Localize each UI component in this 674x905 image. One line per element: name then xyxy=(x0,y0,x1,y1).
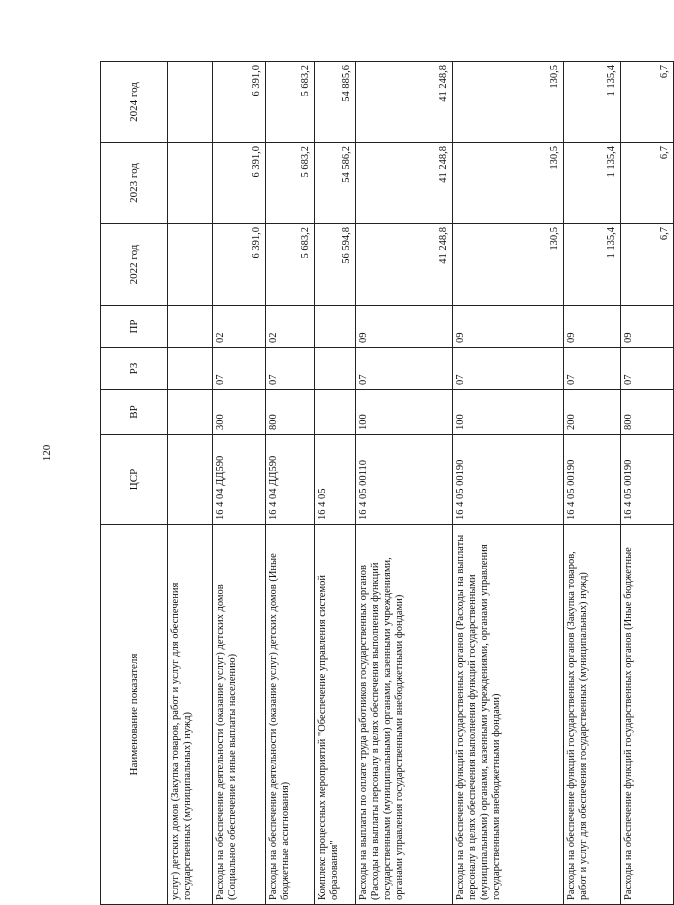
cell-vr: 800 xyxy=(621,390,674,435)
cell-csr: 16 4 05 00190 xyxy=(453,435,564,525)
cell-2023: 54 586,2 xyxy=(315,143,356,224)
cell-2023: 6,7 xyxy=(621,143,674,224)
cell-vr xyxy=(168,390,213,435)
cell-name: Комплекс процессных мероприятий "Обеспечение управления системой образования" xyxy=(315,525,356,905)
cell-pr: 02 xyxy=(213,306,266,348)
cell-csr: 16 4 04 ДД590 xyxy=(213,435,266,525)
cell-vr: 100 xyxy=(453,390,564,435)
cell-csr xyxy=(168,435,213,525)
cell-2023: 5 683,2 xyxy=(266,143,315,224)
cell-vr: 300 xyxy=(213,390,266,435)
cell-2023: 130,5 xyxy=(453,143,564,224)
cell-2022: 5 683,2 xyxy=(266,224,315,306)
rotated-table-wrapper xyxy=(100,62,670,905)
cell-pr: 02 xyxy=(266,306,315,348)
header-year-2023: 2023 год xyxy=(101,143,168,224)
cell-name: Расходы на обеспечение деятельности (оказание услуг) детских домов (Социальное обеспечение и иные выплаты населению) xyxy=(213,525,266,905)
cell-2024: 54 885,6 xyxy=(315,62,356,143)
header-rz: РЗ xyxy=(101,348,168,390)
header-year-2024: 2024 год xyxy=(101,62,168,143)
cell-csr: 16 4 05 00190 xyxy=(564,435,621,525)
cell-rz xyxy=(168,348,213,390)
cell-2024: 5 683,2 xyxy=(266,62,315,143)
header-pr: ПР xyxy=(101,306,168,348)
document-sheet xyxy=(100,62,670,905)
header-year-2022: 2022 год xyxy=(101,224,168,306)
cell-2022: 6,7 xyxy=(621,224,674,306)
cell-vr: 200 xyxy=(564,390,621,435)
table-row xyxy=(213,62,266,905)
cell-rz: 07 xyxy=(356,348,453,390)
table-row xyxy=(315,62,356,905)
cell-2024: 41 248,8 xyxy=(356,62,453,143)
cell-csr: 16 4 05 00110 xyxy=(356,435,453,525)
cell-rz: 07 xyxy=(453,348,564,390)
cell-csr: 16 4 04 ДД590 xyxy=(266,435,315,525)
cell-csr: 16 4 05 xyxy=(315,435,356,525)
cell-name: Расходы на выплаты по оплате труда работников государственных органов (Расходы на выплаты персоналу в целях обеспечения выполнения функций государственными (муниципальными) органами, казенными учреждениями, органами управления государственными внебюджетными фондами) xyxy=(356,525,453,905)
cell-2022 xyxy=(168,224,213,306)
cell-csr: 16 4 05 00190 xyxy=(621,435,674,525)
cell-2024: 1 135,4 xyxy=(564,62,621,143)
header-vr: ВР xyxy=(101,390,168,435)
table-row xyxy=(453,62,564,905)
cell-vr: 100 xyxy=(356,390,453,435)
cell-2023 xyxy=(168,143,213,224)
cell-2022: 130,5 xyxy=(453,224,564,306)
header-csr: ЦСР xyxy=(101,435,168,525)
cell-rz: 07 xyxy=(621,348,674,390)
cell-pr: 09 xyxy=(564,306,621,348)
header-indicator-name: Наименование показателя xyxy=(101,525,168,905)
cell-name: Расходы на обеспечение деятельности (оказание услуг) детских домов (Иные бюджетные ассигнования) xyxy=(266,525,315,905)
cell-2023: 1 135,4 xyxy=(564,143,621,224)
cell-name: Расходы на обеспечение функций государственных органов (Расходы на выплаты персоналу в целях обеспечения выполнения функций государственными (муниципальными) органами, казенными учреждениями, органами управления государственными внебюджетными фондами) xyxy=(453,525,564,905)
cell-vr: 800 xyxy=(266,390,315,435)
cell-2024 xyxy=(168,62,213,143)
table-row xyxy=(621,62,674,905)
cell-2023: 6 391,0 xyxy=(213,143,266,224)
cell-rz: 07 xyxy=(266,348,315,390)
cell-vr xyxy=(315,390,356,435)
cell-pr: 09 xyxy=(621,306,674,348)
cell-2024: 6,7 xyxy=(621,62,674,143)
cell-pr: 09 xyxy=(356,306,453,348)
cell-rz xyxy=(315,348,356,390)
table-row xyxy=(266,62,315,905)
cell-2023: 41 248,8 xyxy=(356,143,453,224)
table-row xyxy=(564,62,621,905)
cell-name: Расходы на обеспечение функций государственных органов (Закупка товаров, работ и услуг для обеспечения государственных (муниципальных) нужд) xyxy=(564,525,621,905)
page-number: 120 xyxy=(41,444,53,462)
cell-pr xyxy=(315,306,356,348)
cell-name: Расходы на обеспечение функций государственных органов (Иные бюджетные xyxy=(621,525,674,905)
cell-rz: 07 xyxy=(213,348,266,390)
cell-2024: 6 391,0 xyxy=(213,62,266,143)
cell-2024: 130,5 xyxy=(453,62,564,143)
cell-name: услуг) детских домов (Закупка товаров, работ и услуг для обеспечения государственных (муниципальных) нужд) xyxy=(168,525,213,905)
cell-2022: 56 594,8 xyxy=(315,224,356,306)
table-row xyxy=(356,62,453,905)
cell-2022: 6 391,0 xyxy=(213,224,266,306)
table-header-row xyxy=(101,62,168,905)
table-row xyxy=(168,62,213,905)
cell-pr: 09 xyxy=(453,306,564,348)
cell-rz: 07 xyxy=(564,348,621,390)
cell-pr xyxy=(168,306,213,348)
cell-2022: 1 135,4 xyxy=(564,224,621,306)
budget-table xyxy=(100,61,674,905)
cell-2022: 41 248,8 xyxy=(356,224,453,306)
